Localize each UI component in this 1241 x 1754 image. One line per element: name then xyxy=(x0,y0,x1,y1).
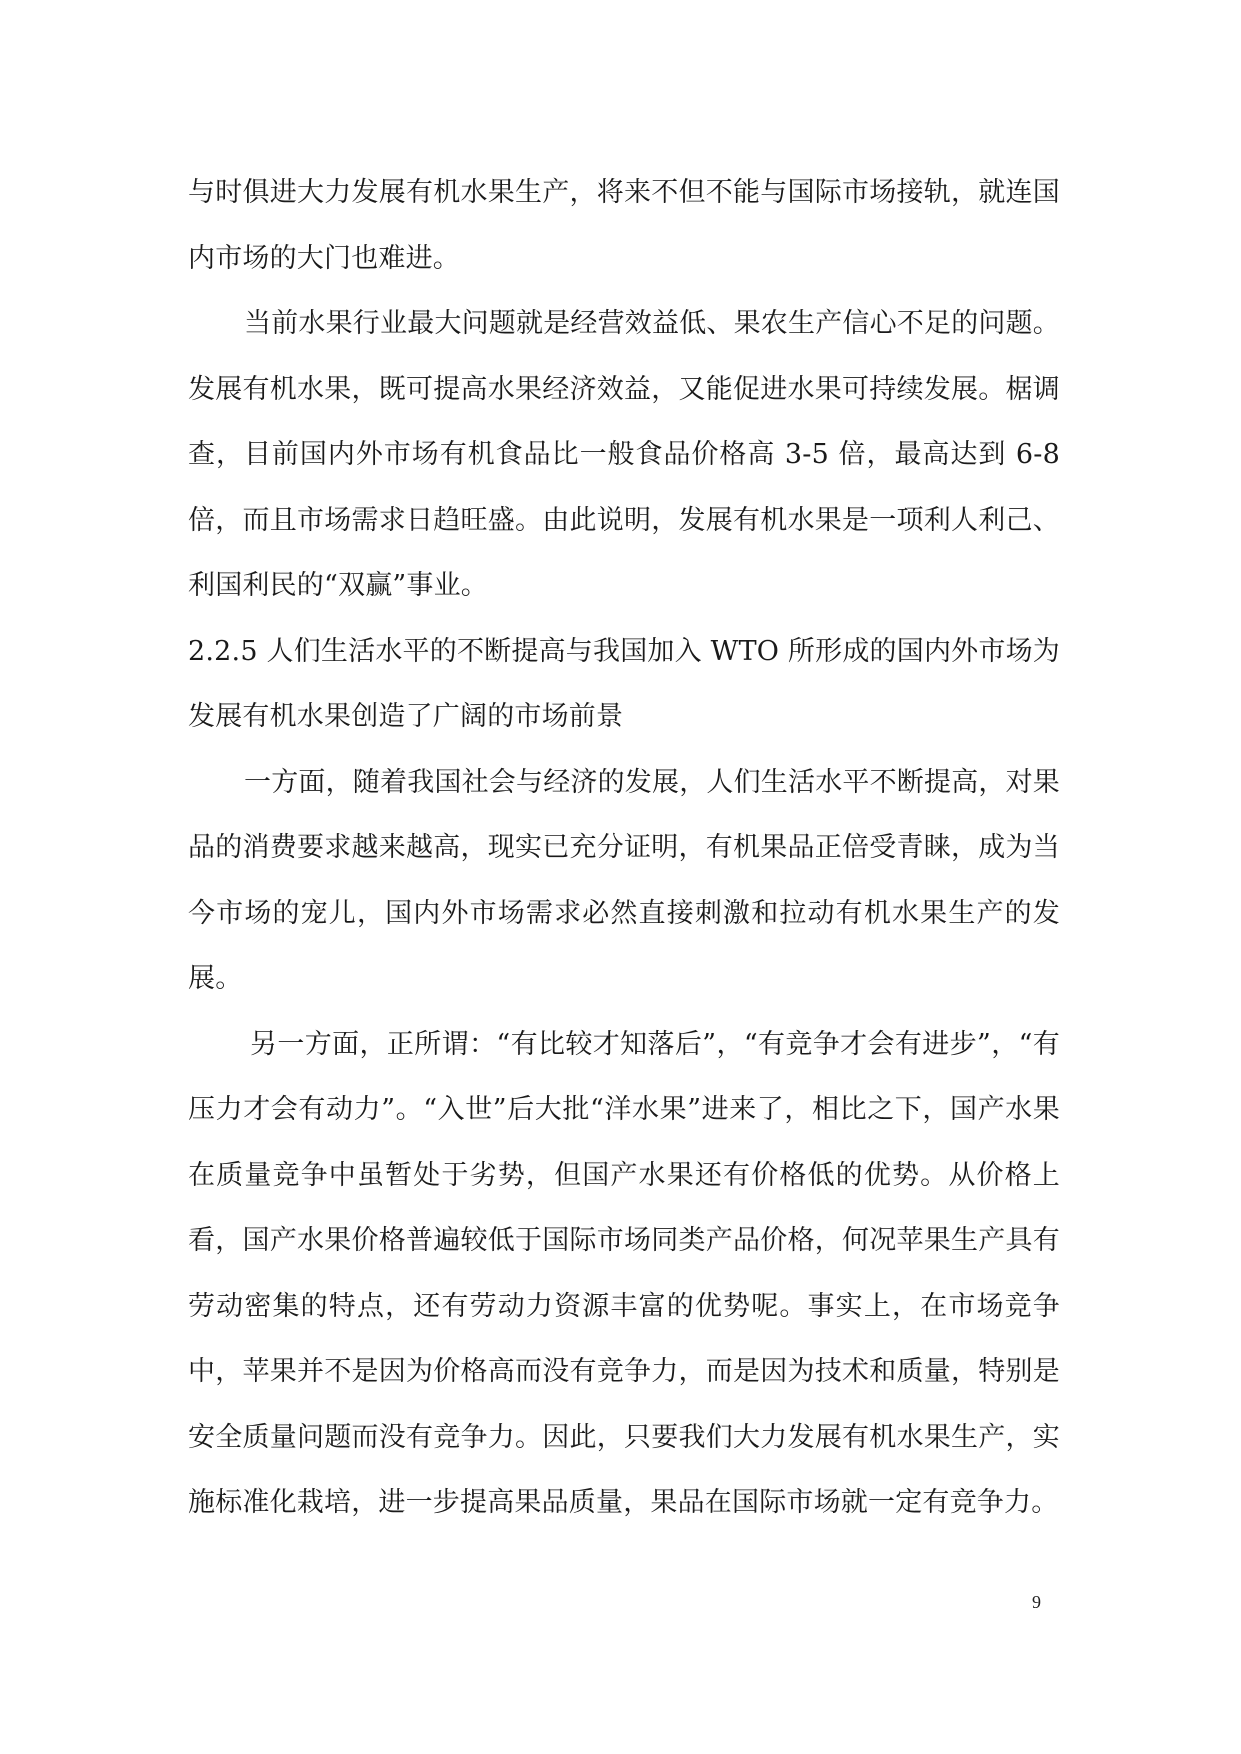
paragraph-fruit-industry-problem: 当前水果行业最大问题就是经营效益低、果农生产信心不足的问题。发展有机水果，既可提高水果经济效益，又能促进水果可持续发展。椐调查，目前国内外市场有机食品比一般食品价格高 3-5 倍，最高达到 6-8 倍，而且市场需求日趋旺盛。由此说明，发展有机水果是一项利人利己、利国利民的“双赢”事业。 xyxy=(188,308,1060,601)
paragraph-living-standards: 一方面，随着我国社会与经济的发展，人们生活水平不断提高，对果品的消费要求越来越高，现实已充分证明，有机果品正倍受青睐，成为当今市场的宠儿，国内外市场需求必然直接刺激和拉动有机水果生产的发展。 xyxy=(188,766,1060,994)
section-heading-2-2-5: 2.2.5 人们生活水平的不断提高与我国加入 WTO 所形成的国内外市场为发展有机水果创造了广阔的市场前景 xyxy=(188,635,1060,732)
paragraph-continuation: 与时俱进大力发展有机水果生产，将来不但不能与国际市场接轨，就连国内市场的大门也难进。 xyxy=(188,177,1060,274)
body-text xyxy=(188,160,1060,1536)
paragraph-competition: 另一方面，正所谓：“有比较才知落后”，“有竞争才会有进步”，“有压力才会有动力”。“入世”后大批“洋水果”进来了，相比之下，国产水果在质量竞争中虽暂处于劣势，但国产水果还有价格低的优势。从价格上看，国产水果价格普遍较低于国际市场同类产品价格，何况苹果生产具有劳动密集的特点，还有劳动力资源丰富的优势呢。事实上，在市场竞争中，苹果并不是因为价格高而没有竞争力，而是因为技术和质量，特别是安全质量问题而没有竞争力。因此，只要我们大力发展有机水果生产，实施标准化栽培，进一步提高果品质量，果品在国际市场就一定有竞争力。 xyxy=(188,1028,1060,1518)
page-number: 9 xyxy=(1032,1592,1041,1612)
